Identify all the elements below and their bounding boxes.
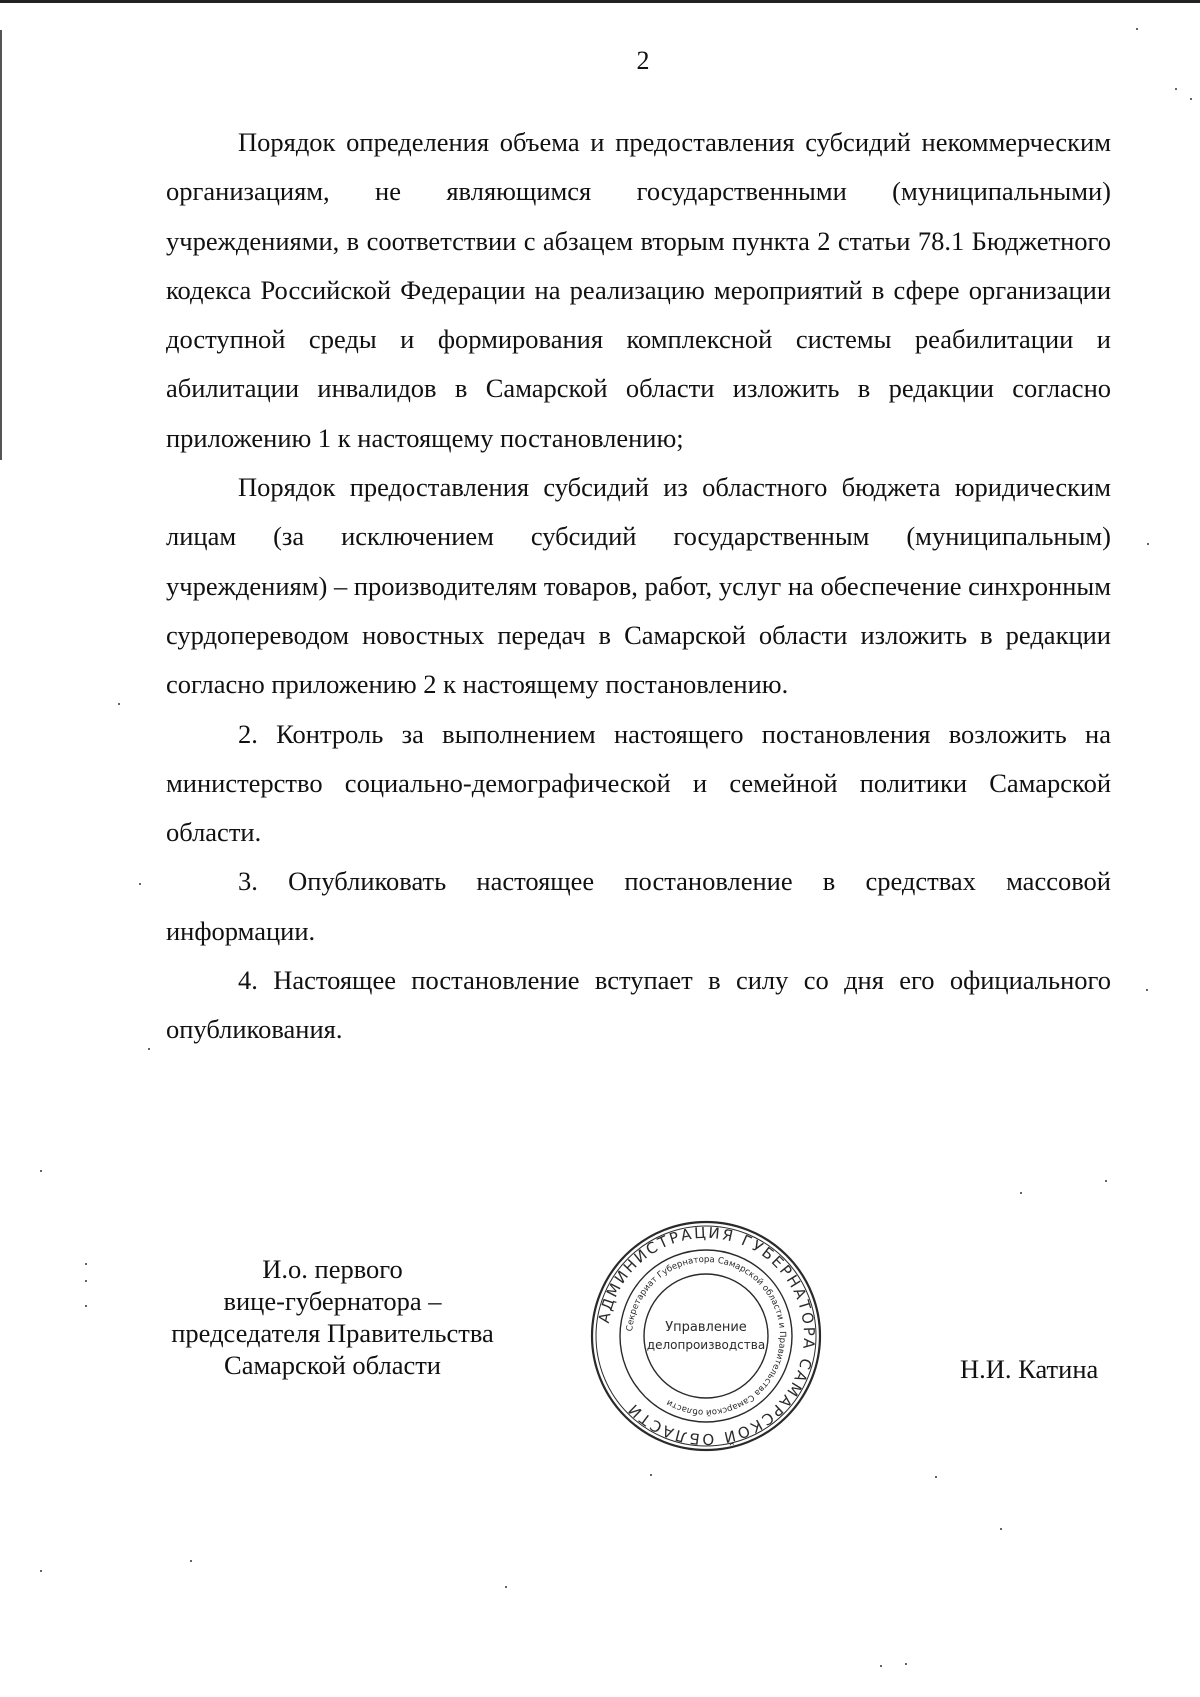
signatory-position-line: вице-губернатора – — [223, 1286, 442, 1316]
signatory-position-line: Самарской области — [224, 1350, 441, 1380]
scan-speck — [880, 1665, 882, 1667]
scan-speck — [190, 1560, 192, 1562]
signatory-position-line: председателя Правительства — [171, 1318, 494, 1348]
paragraph-subsidy-nko: Порядок определения объема и предоставления субсидий некоммерческим организациям, не являющимся государственными (муниципальными) учреждениями, в соответствии с абзацем вторым пункта 2 статьи 78.1 Бюджетного кодекса Российской Федерации на реализацию мероприятий в сфере организации доступной среды и формирования комплексной системы реабилитации и абилитации инвалидов в Самарской области изложить в редакции согласно приложению 1 к настоящему постановлению; — [166, 127, 1111, 453]
signatory-name: Н.И. Катина — [960, 1354, 1099, 1384]
scan-speck — [505, 1586, 507, 1588]
stamp-inner-ring-text: Секретариат Губернатора Самарской области и Правительства Самарской области — [625, 1254, 788, 1418]
scan-speck — [85, 1280, 87, 1282]
scan-speck — [1000, 1528, 1002, 1530]
paragraph-subsidy-sign-language: Порядок предоставления субсидий из областного бюджета юридическим лицам (за исключением субсидий государственным (муниципальным) учреждениям) – производителям товаров, работ, услуг на обеспечение синхронным сурдопереводом новостных передач в Самарской области изложить в редакции согласно приложению 2 к настоящему постановлению. — [166, 472, 1111, 700]
stamp-inner-circle — [644, 1274, 768, 1398]
signatory-position-line: И.о. первого — [262, 1254, 403, 1284]
document-body — [166, 118, 1111, 1055]
paragraph-item-4-effect: 4. Настоящее постановление вступает в силу со дня его официального опубликования. — [166, 965, 1111, 1045]
scan-speck — [85, 1305, 87, 1307]
paragraph-item-3-publish: 3. Опубликовать настоящее постановление в средствах массовой информации. — [166, 866, 1111, 946]
scan-speck — [1146, 989, 1148, 991]
scan-speck — [935, 1476, 937, 1478]
scan-speck — [1136, 28, 1138, 30]
top-edge-rule — [0, 0, 1200, 3]
scan-speck — [148, 1048, 150, 1050]
page-number: 2 — [636, 46, 650, 75]
signatory-position — [150, 1253, 515, 1381]
stamp-center-line-1: Управление — [665, 1320, 747, 1335]
left-edge-rule — [0, 30, 2, 460]
scan-speck — [139, 883, 141, 885]
scan-speck — [905, 1663, 907, 1665]
scan-speck — [40, 1170, 42, 1172]
scan-speck — [1020, 1192, 1022, 1194]
scan-speck — [650, 1474, 652, 1476]
scan-speck — [85, 1263, 87, 1265]
stamp-center-line-2: делопроизводства — [646, 1338, 766, 1352]
paragraph-item-2-control: 2. Контроль за выполнением настоящего постановления возложить на министерство социально-демографической и семейной политики Самарской области. — [166, 718, 1111, 848]
scan-speck — [1147, 543, 1149, 545]
scan-speck — [1175, 88, 1177, 90]
scan-speck — [40, 1570, 42, 1572]
scan-speck — [1190, 98, 1192, 100]
scan-speck — [118, 703, 120, 705]
stamp-middle-circle — [620, 1250, 792, 1422]
scan-speck — [1105, 1180, 1107, 1182]
stamp-outer-ring-text: АДМИНИСТРАЦИЯ ГУБЕРНАТОРА САМАРСКОЙ ОБЛАСТИ — [594, 1223, 819, 1449]
official-seal-stamp — [588, 1218, 824, 1454]
